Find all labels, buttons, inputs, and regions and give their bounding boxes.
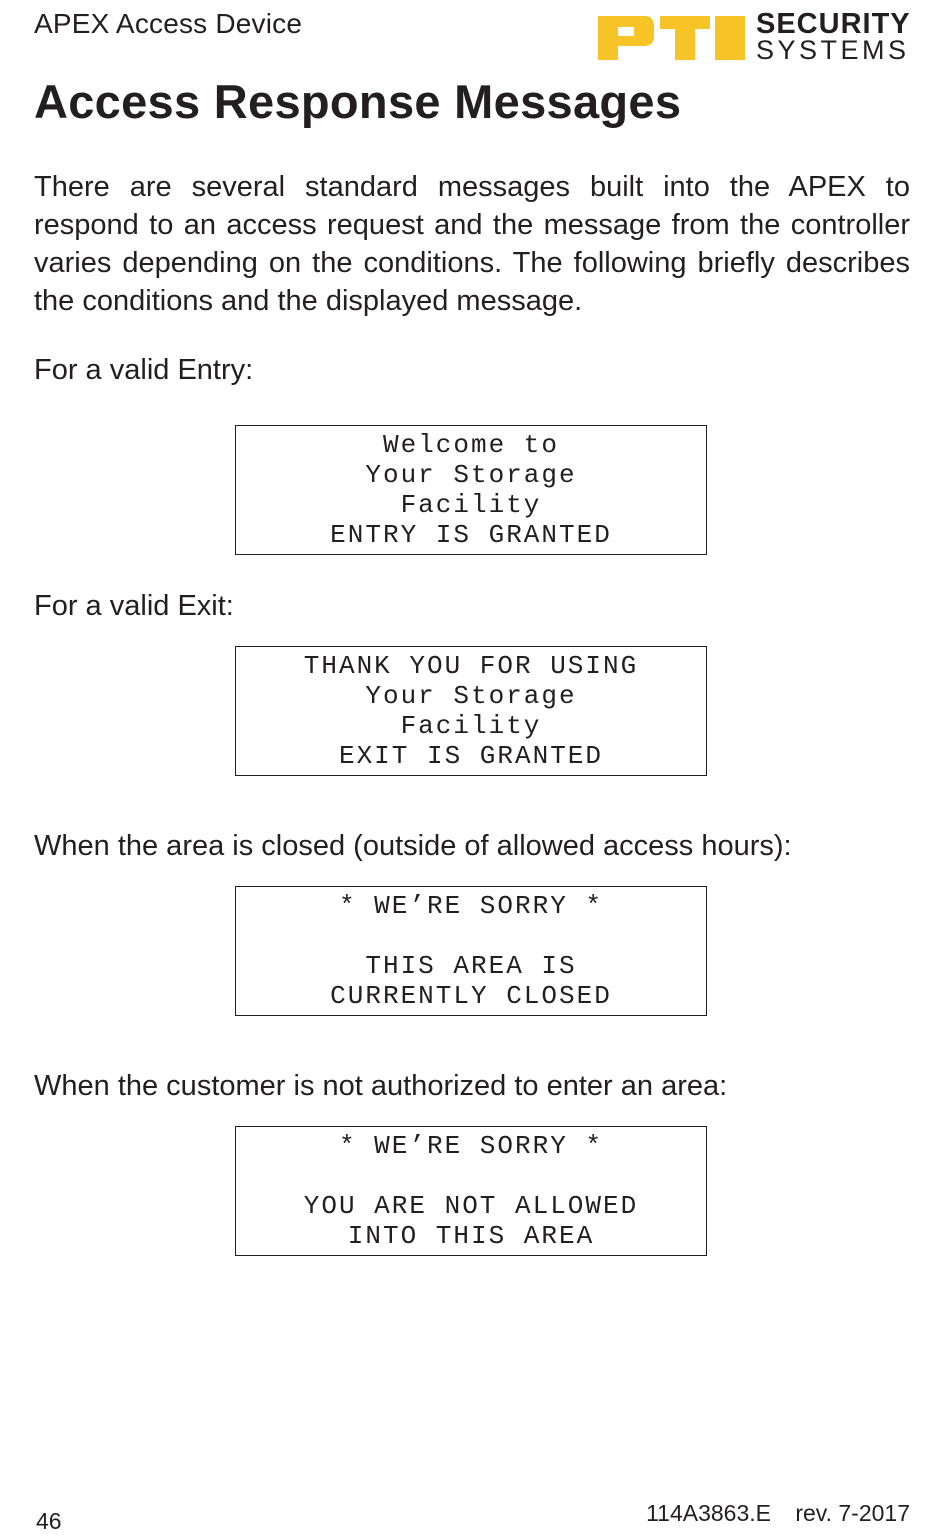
lcd-line: THANK YOU FOR USING bbox=[303, 651, 639, 681]
pti-logo-mark bbox=[598, 12, 748, 64]
lcd-line: YOU ARE NOT ALLOWED bbox=[303, 1191, 639, 1221]
lcd-message-closed bbox=[235, 886, 707, 1016]
lcd-line: * WE’RE SORRY * bbox=[338, 891, 604, 921]
lcd-line bbox=[236, 1161, 706, 1191]
logo-security-text: SECURITY bbox=[756, 8, 911, 40]
lcd-line: Welcome to bbox=[382, 430, 560, 460]
lcd-line: CURRENTLY CLOSED bbox=[330, 981, 612, 1011]
lcd-line: ENTRY IS GRANTED bbox=[330, 520, 612, 550]
lcd-line: * WE’RE SORRY * bbox=[338, 1131, 604, 1161]
lcd-line: THIS AREA IS bbox=[365, 951, 577, 981]
lcd-line: INTO THIS AREA bbox=[347, 1221, 595, 1251]
logo-systems-text: SYSTEMS bbox=[756, 35, 910, 65]
lcd-line: Your Storage bbox=[365, 460, 577, 490]
lcd-message-not-authorized bbox=[235, 1126, 707, 1256]
lcd-line bbox=[236, 921, 706, 951]
lcd-line: Facility bbox=[400, 711, 542, 741]
document-reference bbox=[646, 1500, 910, 1527]
section-label-closed: When the area is closed (outside of allowed access hours): bbox=[34, 830, 792, 862]
lcd-line: EXIT IS GRANTED bbox=[338, 741, 604, 771]
page-title: Access Response Messages bbox=[34, 75, 682, 128]
intro-paragraph: There are several standard messages built into the APEX to respond to an access request and the message from the controller varies depending on the conditions. The following briefly describes the conditions and the displayed message. bbox=[34, 171, 910, 317]
revision: rev. 7-2017 bbox=[795, 1500, 910, 1526]
lcd-message-entry bbox=[235, 425, 707, 555]
pti-logo bbox=[598, 8, 916, 65]
section-label-exit: For a valid Exit: bbox=[34, 590, 234, 622]
section-label-entry: For a valid Entry: bbox=[34, 354, 254, 386]
page-number: 46 bbox=[36, 1508, 62, 1534]
header-title: APEX Access Device bbox=[34, 8, 303, 39]
lcd-line: Your Storage bbox=[365, 681, 577, 711]
lcd-line: Facility bbox=[400, 490, 542, 520]
doc-number: 114A3863.E bbox=[646, 1500, 771, 1526]
lcd-message-exit bbox=[235, 646, 707, 776]
section-label-not-authorized: When the customer is not authorized to enter an area: bbox=[34, 1070, 728, 1102]
